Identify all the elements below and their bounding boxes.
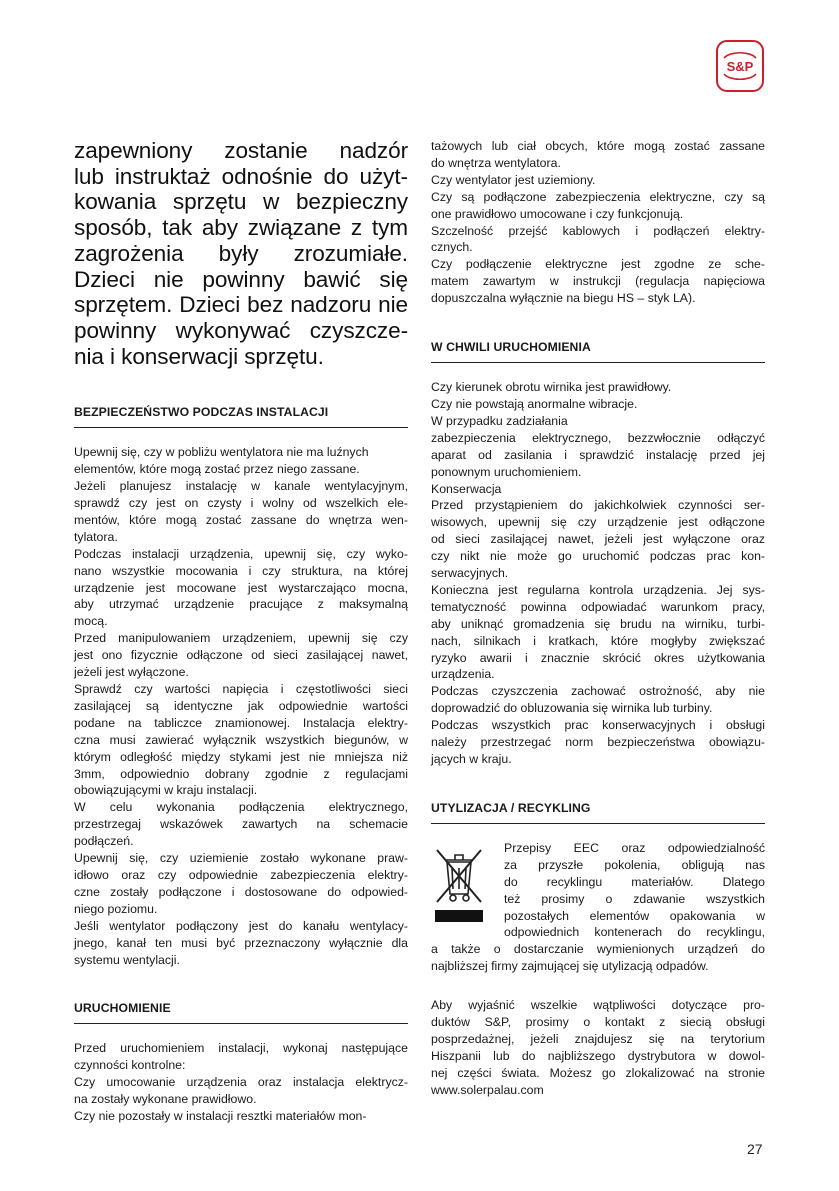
weee-crossed-bin-icon <box>431 840 487 928</box>
text-line: sprzętem. Dzieci bez nadzoru nie <box>74 292 408 318</box>
text-line: Konserwacja <box>431 481 502 496</box>
text-line: aparat od zasilania i sprawdzić instalację przed jej <box>431 447 765 462</box>
text-line: na zostały wykonane prawidłowo. <box>74 1092 257 1107</box>
text-line: urządzenia. <box>431 667 495 682</box>
text-line: odpowiednich kontenerach do recyklingu, <box>504 925 765 940</box>
text-line: idłowo oraz czy odpowiednie zabezpieczenia elektry- <box>74 867 408 882</box>
text-line: one prawidłowo umocowane i czy funkcjonują. <box>431 206 684 221</box>
recycling-text-side <box>504 840 765 941</box>
text-line: nano wszystkie mocowania i czy struktura, na której <box>74 563 408 578</box>
text-line: mentów, które mogą zostać zassane do wnętrza wen- <box>74 512 408 527</box>
text-line: którym odległość między stykami jest nie mniejsza niż <box>74 749 408 764</box>
text-line: powinny wykonywać czyszcze- <box>74 317 408 343</box>
heading-startup: URUCHOMIENIE <box>74 1000 408 1024</box>
text-line: Aby wyjaśnić wszelkie wątpliwości dotyczące pro- <box>431 998 765 1013</box>
text-line: Sprawdź czy wartości napięcia i częstotliwości sieci <box>74 682 408 697</box>
text-line: Przepisy EEC oraz odpowiedzialność <box>504 840 765 855</box>
text-line: urządzenie jest mocowane jest wystarczająco mocna, <box>74 580 408 595</box>
text-line: podane na tabliczce znamionowej. Instalacja elektry- <box>74 715 408 730</box>
text-line: elementów, które mogą zostać przez niego zassane. <box>74 462 360 477</box>
text-line: doprowadzić do obluzowania się wirnika lub turbiny. <box>431 701 713 716</box>
text-line: posprzedażnej, jeżeli znajdujesz się na terytorium <box>431 1031 765 1046</box>
text-line: serwacyjnych. <box>431 566 509 581</box>
text-line: czne zostały podłączone i dostosowane do odpowied- <box>74 884 408 899</box>
text-line: sposób, tak aby związane z tym <box>74 215 408 241</box>
heading-running: W CHWILI URUCHOMIENIA <box>431 339 765 363</box>
startup-text <box>74 1040 408 1125</box>
text-line: Upewnij się, czy uziemienie zostało wykonane praw- <box>74 851 408 866</box>
left-column <box>74 138 408 1125</box>
text-line: matem zawartym w instrukcji (regulacja napięciowa <box>431 274 765 289</box>
text-line: przestrzegaj wskazówek zawartych na schemacie <box>74 817 408 832</box>
brand-logo <box>716 40 764 92</box>
text-line: czynności kontrolne: <box>74 1058 186 1073</box>
text-line: obowiązującymi w kraju instalacji. <box>74 783 258 798</box>
text-line: najbliższej firmy zajmującej się utylizacją odpadów. <box>431 959 709 974</box>
text-line: www.solerpalau.com <box>431 1082 544 1097</box>
text-line: Czy wentylator jest uziemiony. <box>431 172 596 187</box>
text-line: Czy są podłączone zabezpieczenia elektryczne, czy są <box>431 189 765 204</box>
heading-installation-safety: BEZPIECZEŃSTWO PODCZAS INSTALACJI <box>74 404 408 428</box>
text-line: lub instruktaż odnośnie do użyt- <box>74 163 408 189</box>
text-line: do wnętrza wentylatora. <box>431 155 561 170</box>
text-line: Podczas czyszczenia zachować ostrożność, aby nie <box>431 684 765 699</box>
text-line: W przypadku zadziałania <box>431 413 568 428</box>
text-line: nej części świata. Możesz go zlokalizować na stronie <box>431 1065 765 1080</box>
text-line: jeżeli jest wyłączone. <box>74 665 189 680</box>
logo-text: S&P <box>726 59 754 74</box>
text-line: Podczas instalacji urządzenia, upewnij się, czy wyko- <box>74 546 408 561</box>
text-line: a także o dostarczanie wymienionych urządzeń do <box>431 942 765 957</box>
text-line: nach, silnikach i kratkach, które mogłyby zwiększać <box>431 633 765 648</box>
text-line: Jeżeli planujesz instalację w kanale wentylacyjnym, <box>74 479 408 494</box>
text-line: Jeśli wentylator podłączony jest do kanału wentylacy- <box>74 918 408 933</box>
installation-safety-text <box>74 444 408 968</box>
text-line: zabezpieczenia elektrycznego, bezzwłocznie odłączyć <box>431 430 765 445</box>
text-line: Dzieci nie powinny bawić się <box>74 266 408 292</box>
text-line: 3mm, odpowiednio dobrany zgodnie z regulacjami <box>74 766 408 781</box>
contact-text <box>431 997 765 1098</box>
text-line: do recyklingu materiałów. Dlatego <box>504 874 765 889</box>
sp-logo-icon <box>718 42 762 90</box>
text-line: należy przestrzegać norm bezpieczeństwa obowiązu- <box>431 735 765 750</box>
text-line: Konieczna jest regularna kontrola urządzenia. Jej sys- <box>431 582 765 597</box>
text-line: systemu wentylacji. <box>74 952 180 967</box>
text-line: cznych. <box>431 240 473 255</box>
page-number: 27 <box>747 1141 763 1157</box>
text-line: Czy podłączenie elektryczne jest zgodne ze sche- <box>431 257 765 272</box>
text-line: jących w kraju. <box>431 752 512 766</box>
text-line: za przyszłe pokolenia, obligują nas <box>504 857 765 872</box>
text-line: Podczas wszystkich prac konserwacyjnych i obsługi <box>431 718 765 733</box>
text-line: niego poziomu. <box>74 901 158 916</box>
text-line: Przed manipulowaniem urządzeniem, upewnij się czy <box>74 631 408 646</box>
text-line: W celu wykonania podłączenia elektrycznego, <box>74 800 408 815</box>
heading-recycling: UTYLIZACJA / RECYKLING <box>431 800 765 824</box>
text-line: Czy kierunek obrotu wirnika jest prawidłowy. <box>431 380 672 395</box>
text-line: dopuszczalna wyłącznie na biegu HS – styk LA). <box>431 291 696 306</box>
text-line: Przed uruchomieniem instalacji, wykonaj następujące <box>74 1041 408 1056</box>
text-line: aby uniknąć gromadzenia się brudu na wirniku, turbi- <box>431 616 765 631</box>
text-line: jest ono fizycznie odłączone od sieci zasilającej nawet, <box>74 648 408 663</box>
text-line: sprawdź czy jest on czysty i wolny od wszelkich ele- <box>74 496 408 511</box>
text-line: tażowych lub ciał obcych, które mogą zostać zassane <box>431 139 765 153</box>
text-line: duktów S&P, prosimy o kontakt z siecią obsługi <box>431 1015 765 1030</box>
running-and-maintenance-text <box>431 379 765 768</box>
text-line: Przed przystąpieniem do jakichkolwiek czynności ser- <box>431 498 765 513</box>
text-line: kowania sprzętu w bezpieczny <box>74 189 408 215</box>
text-line: mocą. <box>74 614 108 629</box>
text-line: czna musi zawierać wyłącznik wszystkich biegunów, w <box>74 732 408 747</box>
text-line: wisowych, upewnij się czy urządzenie jest odłączone <box>431 515 765 530</box>
text-line: podłączeń. <box>74 834 134 849</box>
text-line: Hiszpanii lub do najbliższego dystrybutora w dowol- <box>431 1048 765 1063</box>
text-line: nia i konserwacji sprzętu. <box>74 343 324 369</box>
text-line: Szczelność przejść kablowych i podłączeń elektry- <box>431 223 765 238</box>
recycling-block <box>431 840 765 1099</box>
text-line: ryzyko awarii i znacznie skrócić okres użytkowania <box>431 650 765 665</box>
text-line: Czy nie pozostały w instalacji resztki materiałów mon- <box>74 1109 367 1124</box>
text-line: od sieci zasilającej nawet, jeżeli jest wyłączone oraz <box>431 532 765 547</box>
text-line: zagrożenia były zrozumiałe. <box>74 240 408 266</box>
text-line: zapewniony zostanie nadzór <box>74 138 408 163</box>
text-line: aby utrzymać urządzenie pracujące z maksymalną <box>74 597 408 612</box>
text-line: zasilającej są identyczne jak odpowiednie wartości <box>74 698 408 713</box>
text-line: ponownym uruchomieniem. <box>431 464 582 479</box>
text-line: tylatora. <box>74 529 118 544</box>
text-line: tematyczność powinna odpowiadać warunkom pracy, <box>431 599 765 614</box>
text-line: czy nikt nie może go uruchomić podczas prac kon- <box>431 549 765 564</box>
text-line: jnego, kanał ten musi być przeznaczony wyłącznie dla <box>74 935 408 950</box>
text-line: Upewnij się, czy w pobliżu wentylatora nie ma luźnych <box>74 445 369 460</box>
text-line: pozostałych elementów opakowania w <box>504 908 765 923</box>
right-column <box>431 138 765 1099</box>
text-line: Czy umocowanie urządzenia oraz instalacja elektrycz- <box>74 1075 408 1090</box>
text-line: Czy nie powstają anormalne wibracje. <box>431 396 638 411</box>
text-line: też prosimy o zdawanie wszystkich <box>504 891 765 906</box>
startup-checklist-continued <box>431 138 765 307</box>
recycling-text-full <box>431 941 765 975</box>
lead-paragraph <box>74 138 408 369</box>
